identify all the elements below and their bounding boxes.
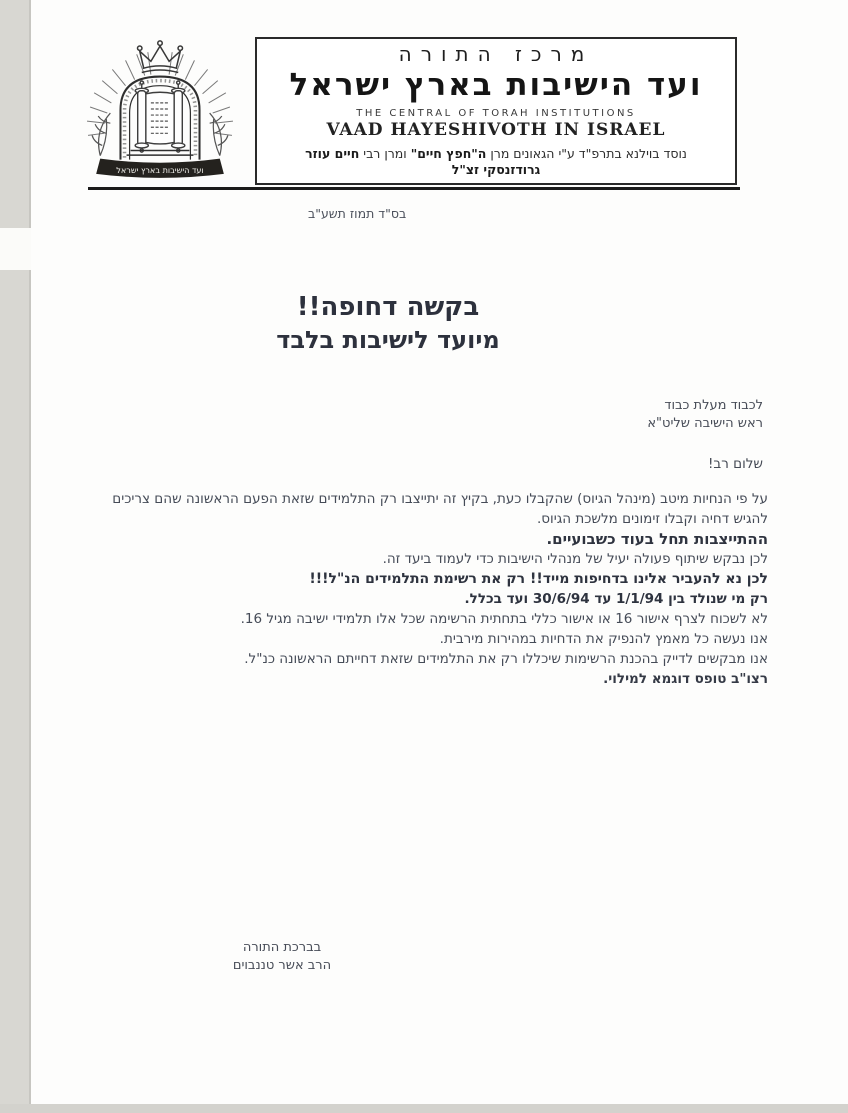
seal-banner [96,159,224,178]
scanner-edge-left [0,0,29,1113]
letter-title-line2: מיועד לישיבות בלבד [276,326,500,354]
letterhead [255,37,737,185]
scanner-edge-notch [0,228,31,270]
attachment-note: רצו"ב טופס דוגמא למילוי. [603,671,768,687]
crown-icon [138,41,183,73]
addressee-line2: ראש הישיבה שליט"א [647,415,763,431]
scanner-edge-bottom [0,1104,848,1113]
founding-text: נוסד בוילנא בתרפ"ד ע"י הגאונים מרן [490,146,687,161]
greeting-line: שלום רב! [707,456,763,472]
signature-blessing: בברכת התורה [242,940,322,955]
letter-title-line1: בקשה דחופה!! [296,292,480,322]
body-paragraph-2-bold: ההתייצבות תחל בעוד כשבועיים. [546,530,768,548]
organization-seal-logo [84,36,236,184]
founding-text-mid: ומרן רבי [363,146,407,161]
signature-name: הרב אשר טננבוים [232,958,332,973]
body-paragraph-4-bold: לכן נא להעביר אלינו בדחיפות מייד!! רק את רשימת התלמידים הנ"ל!!! [309,571,768,587]
addressee-line1: לכבוד מעלת כבוד [664,398,763,413]
addressee-block [647,397,763,432]
org-name-english-large: VAAD HAYESHIVOTH IN ISRAEL [326,120,666,140]
body-paragraph-3: לכן נבקש שיתוף פעולה יעיל של מנהלי הישיבות כדי לעמוד ביעד זה. [382,551,768,567]
org-name-hebrew-small: מרכז התורה [398,42,594,66]
body-paragraph-5-bold: רק מי שנולד בין 1/1/94 עד 30/6/94 ועד בכלל. [464,591,768,607]
org-name-english-small: THE CENTRAL OF TORAH INSTITUTIONS [356,108,636,119]
body-paragraph-1: על פי הנחיות מיטב (מינהל הגיוס) שהקבלו כעת, בקיץ זה יתייצבו רק התלמידים שזאת הפעם הראשונה שהם צריכים להגיש דחיה וקבלו זימונים מלשכת הגיוס. [112,491,768,527]
founding-line2: גרודזנסקי זצ"ל [451,162,541,177]
torah-scroll-icon [135,81,185,152]
signature-block [215,939,349,975]
org-name-hebrew-large: ועד הישיבות בארץ ישראל [289,67,703,103]
body-paragraph-8: אנו מבקשים לדייק בהכנת הרשימות שיכללו רק את התלמידים שזאת דחייתם הראשונה כנ"ל. [244,651,768,667]
founder-name-chaim-ozer: חיים עוזר [305,146,360,161]
body-paragraph-6: לא לשכוח לצרף אישור 16 או אישור כללי בתחתית הרשימה שכל אלו תלמידי ישיבה מגיל 16. [240,611,768,627]
hebrew-date: בס"ד תמוז תשע"ב [308,206,407,221]
page-edge-shadow [29,0,31,1113]
letter-title [248,290,528,356]
seal-base-steps [127,151,194,156]
letter-body [90,489,768,689]
founding-line [257,146,735,161]
seal-banner-text: ועד הישיבות בארץ ישראל [116,164,204,175]
letterhead-divider [88,187,740,190]
body-paragraph-7: אנו נעשה כל מאמץ להנפיק את הדחיות במהירות מירבית. [439,631,768,647]
founder-name-chofetz-chaim: ה"חפץ חיים" [410,146,487,161]
